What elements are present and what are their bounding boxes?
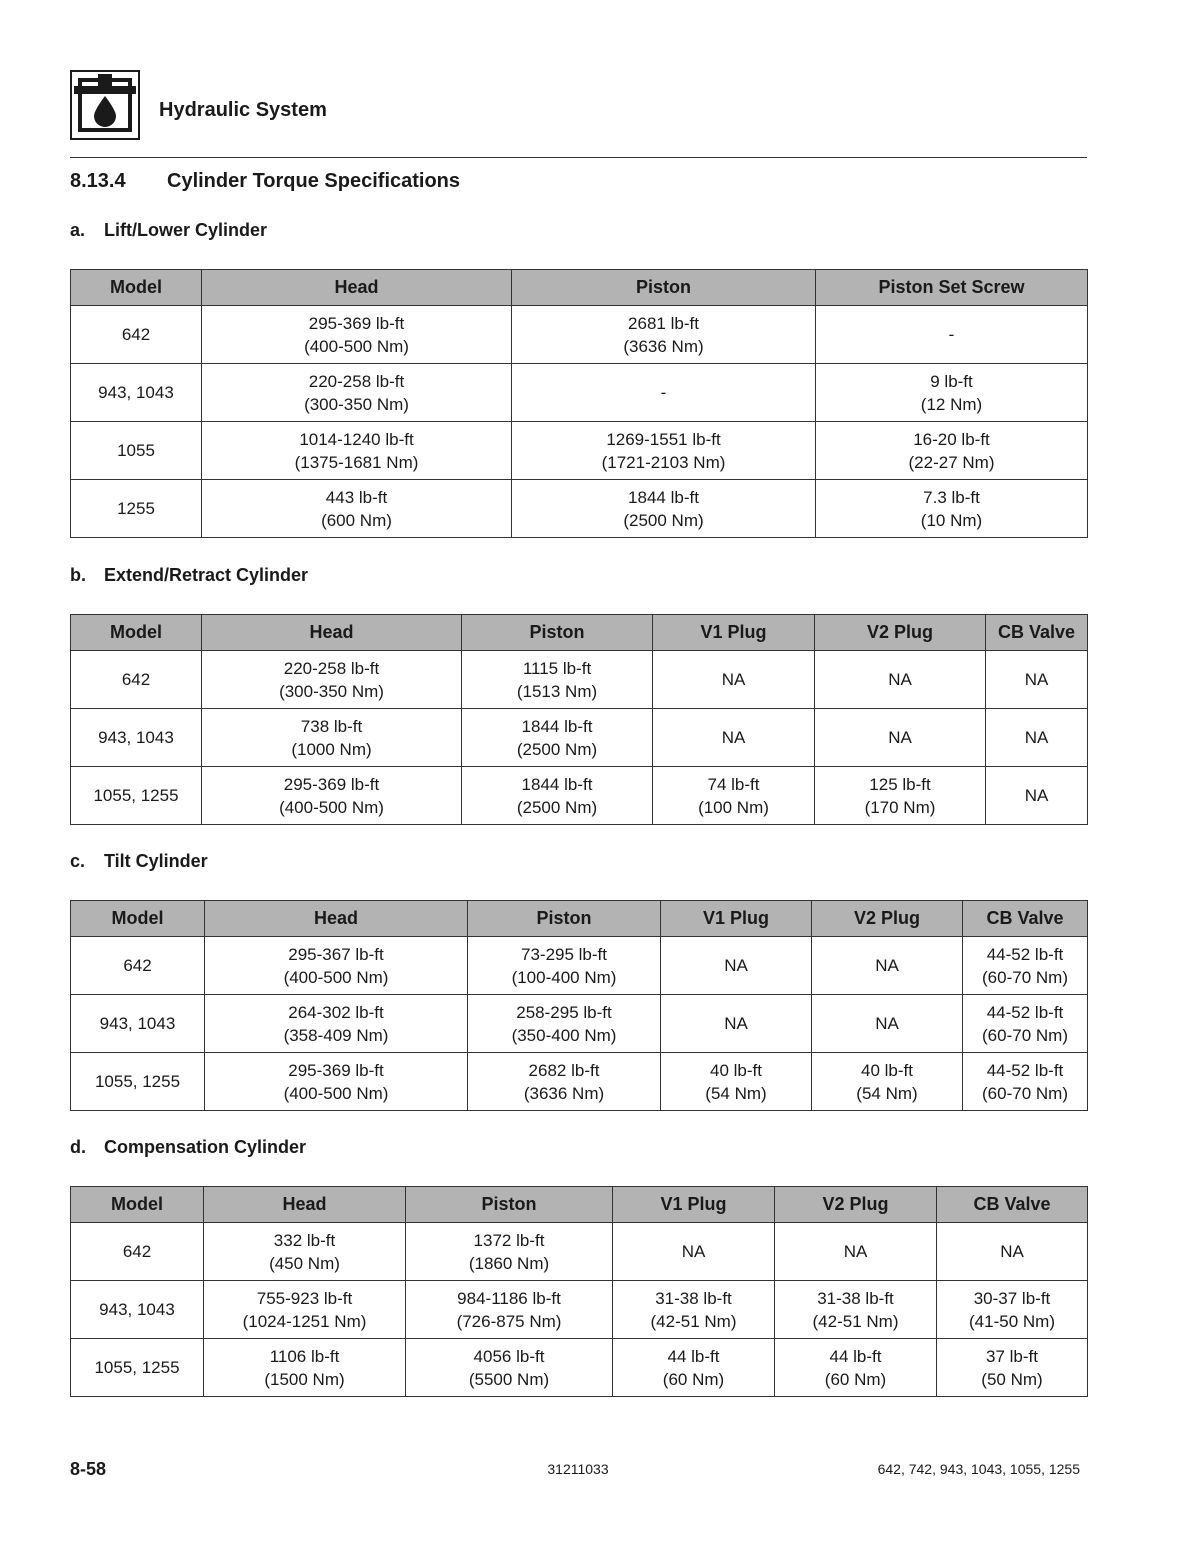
table-title xyxy=(70,565,308,586)
footer-models: 642, 742, 943, 1043, 1055, 1255 xyxy=(877,1461,1080,1477)
cell-line: 44-52 lb-ft xyxy=(986,944,1064,964)
torque-cell xyxy=(812,937,963,995)
cell-line: 984-1186 lb-ft xyxy=(457,1288,561,1308)
table-row xyxy=(71,1339,1088,1397)
model-cell: 1055, 1255 xyxy=(71,1339,204,1397)
cell-line: 443 lb-ft xyxy=(325,487,388,507)
cell-line: (350-400 Nm) xyxy=(511,1025,617,1045)
column-header: Head xyxy=(202,270,512,306)
torque-cell xyxy=(202,422,512,480)
cell-line: 1844 lb-ft xyxy=(628,487,699,507)
cell-line: NA xyxy=(721,728,746,747)
cell-line: NA xyxy=(1024,670,1049,689)
cell-line: (100-400 Nm) xyxy=(511,967,617,987)
torque-cell xyxy=(512,480,816,538)
table-row xyxy=(71,1053,1088,1111)
torque-cell xyxy=(816,480,1088,538)
table-letter: a. xyxy=(70,220,86,240)
doc-number: 31211033 xyxy=(547,1461,609,1477)
cell-line: 44 lb-ft xyxy=(667,1346,720,1366)
model-cell: 642 xyxy=(71,1223,204,1281)
cell-line: 295-369 lb-ft xyxy=(308,313,405,333)
torque-cell xyxy=(468,937,661,995)
cell-line: 2681 lb-ft xyxy=(628,313,699,333)
model-cell: 642 xyxy=(71,937,205,995)
cell-line: 295-369 lb-ft xyxy=(283,774,380,794)
cell-line: 220-258 lb-ft xyxy=(308,371,405,391)
torque-cell xyxy=(653,709,815,767)
model-cell: 1055, 1255 xyxy=(71,767,202,825)
torque-cell xyxy=(512,422,816,480)
cell-line: NA xyxy=(888,728,912,747)
cell-line: (22-27 Nm) xyxy=(908,452,995,472)
torque-cell xyxy=(204,1281,406,1339)
cell-line: (60-70 Nm) xyxy=(982,967,1068,987)
torque-table xyxy=(70,900,1088,1111)
header-divider xyxy=(70,157,1087,158)
table-title xyxy=(70,220,267,241)
torque-table xyxy=(70,269,1088,538)
torque-cell xyxy=(613,1281,775,1339)
torque-cell xyxy=(202,364,512,422)
torque-cell xyxy=(963,1053,1088,1111)
cell-line: 7.3 lb-ft xyxy=(923,487,980,507)
torque-cell xyxy=(462,709,653,767)
table-title-text: Extend/Retract Cylinder xyxy=(104,565,309,585)
column-header: Model xyxy=(71,615,202,651)
cell-line: (726-875 Nm) xyxy=(456,1311,562,1331)
cell-line: (1000 Nm) xyxy=(291,739,372,759)
cell-line: (400-500 Nm) xyxy=(283,967,389,987)
cell-line: NA xyxy=(843,1242,868,1261)
column-header: Head xyxy=(205,901,468,937)
cell-line: 40 lb-ft xyxy=(710,1060,762,1080)
torque-cell xyxy=(204,1223,406,1281)
chapter-title: Hydraulic System xyxy=(159,99,327,121)
table-row xyxy=(71,937,1088,995)
cell-line: 31-38 lb-ft xyxy=(817,1288,894,1308)
column-header: CB Valve xyxy=(937,1187,1088,1223)
table-row xyxy=(71,306,1088,364)
cell-line: 1844 lb-ft xyxy=(521,716,593,736)
torque-table xyxy=(70,1186,1088,1397)
cell-line: (54 Nm) xyxy=(705,1083,767,1103)
torque-cell xyxy=(406,1281,613,1339)
cell-line: (100 Nm) xyxy=(698,797,769,817)
column-header: V1 Plug xyxy=(653,615,815,651)
cell-line: (170 Nm) xyxy=(864,797,936,817)
torque-cell xyxy=(937,1339,1088,1397)
cell-line: (42-51 Nm) xyxy=(812,1311,899,1331)
torque-cell xyxy=(775,1223,937,1281)
table-row xyxy=(71,651,1088,709)
cell-line: (1500 Nm) xyxy=(264,1369,345,1389)
table-letter: d. xyxy=(70,1137,86,1157)
cell-line: 16-20 lb-ft xyxy=(913,429,990,449)
cell-line: 264-302 lb-ft xyxy=(288,1002,384,1022)
cell-line: 1372 lb-ft xyxy=(473,1230,545,1250)
cell-line: (60-70 Nm) xyxy=(982,1083,1068,1103)
column-header: Piston xyxy=(512,270,816,306)
torque-cell xyxy=(815,709,986,767)
cell-line: (1513 Nm) xyxy=(516,681,598,701)
cell-line: (10 Nm) xyxy=(920,510,983,530)
model-cell: 1055, 1255 xyxy=(71,1053,205,1111)
table-row xyxy=(71,1281,1088,1339)
torque-cell xyxy=(204,1339,406,1397)
column-header: V2 Plug xyxy=(812,901,963,937)
torque-cell xyxy=(816,364,1088,422)
torque-cell xyxy=(986,767,1088,825)
cell-line: (400-500 Nm) xyxy=(279,797,384,817)
cell-line: (60-70 Nm) xyxy=(982,1025,1068,1045)
cell-line: 1844 lb-ft xyxy=(521,774,593,794)
torque-cell xyxy=(815,767,986,825)
cell-line: (41-50 Nm) xyxy=(969,1311,1055,1331)
page-number: 8-58 xyxy=(70,1459,107,1479)
torque-cell xyxy=(812,995,963,1053)
model-cell: 642 xyxy=(71,651,202,709)
cell-line: 40 lb-ft xyxy=(861,1060,913,1080)
cell-line: (12 Nm) xyxy=(920,394,983,414)
torque-cell xyxy=(963,995,1088,1053)
cell-line: (600 Nm) xyxy=(321,510,392,530)
column-header: Piston xyxy=(468,901,661,937)
cell-line: (3636 Nm) xyxy=(523,1083,605,1103)
column-header: Piston Set Screw xyxy=(816,270,1088,306)
cell-line: (2500 Nm) xyxy=(516,797,598,817)
cell-line: 738 lb-ft xyxy=(300,716,363,736)
cell-line: (2500 Nm) xyxy=(623,510,704,530)
cell-line: (1721-2103 Nm) xyxy=(601,452,726,472)
column-header: CB Valve xyxy=(986,615,1088,651)
cell-line: (50 Nm) xyxy=(981,1369,1043,1389)
cell-line: 1115 lb-ft xyxy=(522,658,592,678)
cell-line: - xyxy=(948,325,955,344)
cell-line: NA xyxy=(875,956,899,975)
table-row xyxy=(71,364,1088,422)
column-header: V1 Plug xyxy=(661,901,812,937)
torque-cell xyxy=(468,995,661,1053)
cell-line: NA xyxy=(1024,728,1049,747)
table-title xyxy=(70,1137,306,1158)
section-title: Cylinder Torque Specifications xyxy=(167,170,461,192)
torque-cell xyxy=(406,1339,613,1397)
cell-line: NA xyxy=(681,1242,706,1261)
torque-table xyxy=(70,614,1088,825)
torque-cell xyxy=(937,1223,1088,1281)
torque-cell xyxy=(613,1223,775,1281)
torque-cell xyxy=(205,937,468,995)
cell-line: (54 Nm) xyxy=(856,1083,918,1103)
cell-line: 258-295 lb-ft xyxy=(516,1002,612,1022)
torque-cell xyxy=(653,767,815,825)
torque-cell xyxy=(406,1223,613,1281)
cell-line: 44 lb-ft xyxy=(829,1346,882,1366)
column-header: Head xyxy=(204,1187,406,1223)
table-title xyxy=(70,851,208,872)
cell-line: 295-369 lb-ft xyxy=(288,1060,384,1080)
cell-line: (2500 Nm) xyxy=(516,739,598,759)
table-row xyxy=(71,709,1088,767)
table-letter: c. xyxy=(70,851,86,871)
model-cell: 642 xyxy=(71,306,202,364)
table-title-text: Tilt Cylinder xyxy=(104,851,208,871)
model-cell: 943, 1043 xyxy=(71,364,202,422)
section-heading xyxy=(70,170,460,193)
torque-cell xyxy=(986,651,1088,709)
cell-line: (60 Nm) xyxy=(824,1369,887,1389)
torque-cell xyxy=(816,306,1088,364)
column-header: Head xyxy=(202,615,462,651)
table-title-text: Compensation Cylinder xyxy=(104,1137,307,1157)
torque-cell xyxy=(775,1281,937,1339)
cell-line: (3636 Nm) xyxy=(623,336,704,356)
cell-line: 125 lb-ft xyxy=(869,774,931,794)
table-row xyxy=(71,422,1088,480)
cell-line: (1024-1251 Nm) xyxy=(242,1311,367,1331)
model-cell: 943, 1043 xyxy=(71,1281,204,1339)
column-header: V1 Plug xyxy=(613,1187,775,1223)
torque-cell xyxy=(202,306,512,364)
cell-line: 4056 lb-ft xyxy=(473,1346,545,1366)
cell-line: NA xyxy=(1024,786,1049,805)
hydraulic-system-icon xyxy=(70,70,140,140)
cell-line: 37 lb-ft xyxy=(986,1346,1038,1366)
cell-line: 755-923 lb-ft xyxy=(256,1288,353,1308)
torque-cell xyxy=(202,709,462,767)
cell-line: 30-37 lb-ft xyxy=(973,1288,1051,1308)
column-header: Piston xyxy=(406,1187,613,1223)
column-header: Model xyxy=(71,1187,204,1223)
column-header: V2 Plug xyxy=(775,1187,937,1223)
cell-line: (42-51 Nm) xyxy=(650,1311,737,1331)
torque-cell xyxy=(812,1053,963,1111)
cell-line: NA xyxy=(724,956,748,975)
cell-line: 1014-1240 lb-ft xyxy=(299,429,414,449)
table-row xyxy=(71,480,1088,538)
torque-cell xyxy=(937,1281,1088,1339)
torque-cell xyxy=(963,937,1088,995)
cell-line: 1106 lb-ft xyxy=(269,1346,340,1366)
cell-line: 2682 lb-ft xyxy=(528,1060,600,1080)
model-cell: 943, 1043 xyxy=(71,995,205,1053)
torque-cell xyxy=(205,1053,468,1111)
cell-line: (450 Nm) xyxy=(269,1253,340,1273)
cell-line: (300-350 Nm) xyxy=(304,394,409,414)
cell-line: 44-52 lb-ft xyxy=(986,1060,1064,1080)
torque-cell xyxy=(205,995,468,1053)
torque-cell xyxy=(202,767,462,825)
table-letter: b. xyxy=(70,565,86,585)
torque-cell xyxy=(468,1053,661,1111)
torque-cell xyxy=(775,1339,937,1397)
torque-cell xyxy=(816,422,1088,480)
torque-cell xyxy=(661,937,812,995)
cell-line: NA xyxy=(1000,1242,1024,1261)
torque-cell xyxy=(815,651,986,709)
table-title-text: Lift/Lower Cylinder xyxy=(104,220,268,240)
cell-line: 31-38 lb-ft xyxy=(655,1288,732,1308)
column-header: Model xyxy=(71,901,205,937)
torque-cell xyxy=(661,995,812,1053)
cell-line: (358-409 Nm) xyxy=(283,1025,389,1045)
torque-cell xyxy=(202,480,512,538)
torque-cell xyxy=(613,1339,775,1397)
cell-line: 1269-1551 lb-ft xyxy=(606,429,721,449)
torque-cell xyxy=(462,767,653,825)
torque-cell xyxy=(986,709,1088,767)
cell-line: NA xyxy=(724,1014,748,1033)
cell-line: 9 lb-ft xyxy=(930,371,973,391)
cell-line: (300-350 Nm) xyxy=(279,681,384,701)
cell-line: (1375-1681 Nm) xyxy=(294,452,419,472)
cell-line: 295-367 lb-ft xyxy=(288,944,384,964)
cell-line: (60 Nm) xyxy=(662,1369,725,1389)
cell-line: 220-258 lb-ft xyxy=(283,658,380,678)
cell-line: 74 lb-ft xyxy=(707,774,760,794)
torque-cell xyxy=(512,306,816,364)
table-row xyxy=(71,767,1088,825)
model-cell: 1055 xyxy=(71,422,202,480)
cell-line: - xyxy=(660,383,667,402)
cell-line: 44-52 lb-ft xyxy=(986,1002,1064,1022)
model-cell: 943, 1043 xyxy=(71,709,202,767)
column-header: Piston xyxy=(462,615,653,651)
column-header: Model xyxy=(71,270,202,306)
cell-line: NA xyxy=(721,670,746,689)
torque-cell xyxy=(661,1053,812,1111)
column-header: V2 Plug xyxy=(815,615,986,651)
cell-line: (5500 Nm) xyxy=(468,1369,550,1389)
cell-line: 73-295 lb-ft xyxy=(521,944,607,964)
cell-line: (1860 Nm) xyxy=(468,1253,550,1273)
cell-line: NA xyxy=(875,1014,899,1033)
column-header: CB Valve xyxy=(963,901,1088,937)
torque-cell xyxy=(202,651,462,709)
table-row xyxy=(71,995,1088,1053)
model-cell: 1255 xyxy=(71,480,202,538)
torque-cell xyxy=(512,364,816,422)
section-number: 8.13.4 xyxy=(70,170,126,192)
torque-cell xyxy=(462,651,653,709)
cell-line: 332 lb-ft xyxy=(273,1230,336,1250)
table-row xyxy=(71,1223,1088,1281)
torque-cell xyxy=(653,651,815,709)
cell-line: (400-500 Nm) xyxy=(283,1083,389,1103)
cell-line: (400-500 Nm) xyxy=(304,336,409,356)
cell-line: NA xyxy=(888,670,912,689)
